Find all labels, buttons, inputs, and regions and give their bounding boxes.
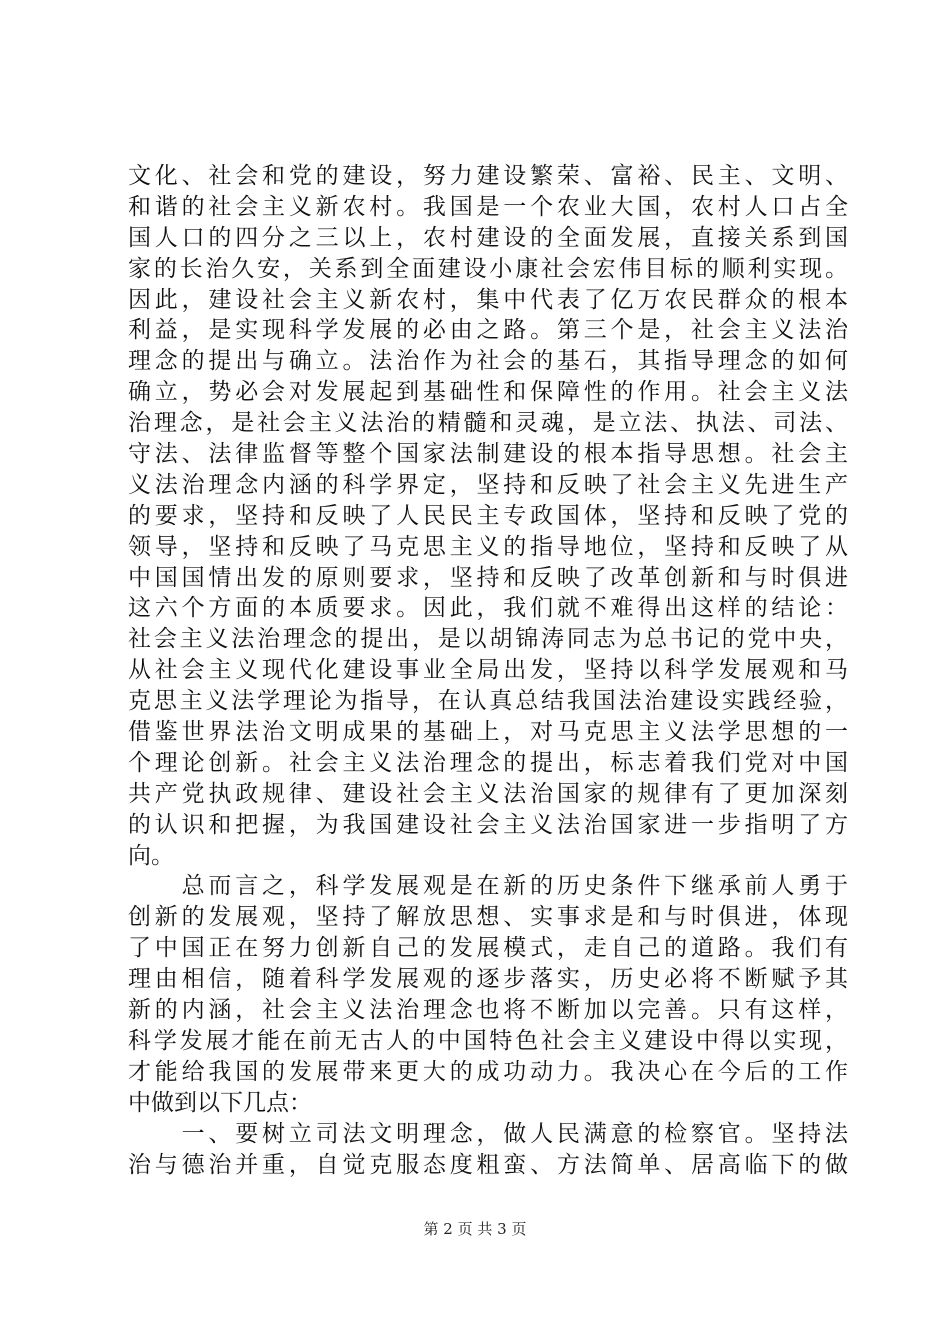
text-line: 因此，建设社会主义新农村，集中代表了亿万农民群众的根本 — [128, 286, 848, 313]
text-line: 治与德治并重，自觉克服态度粗蛮、方法简单、居高临下的做 — [128, 1151, 848, 1178]
page-footer: 第 2 页 共 3 页 — [423, 1220, 527, 1238]
text-line: 新的内涵，社会主义法治理念也将不断加以完善。只有这样， — [128, 997, 848, 1024]
text-line: 共产党执政规律、建设社会主义法治国家的规律有了更加深刻 — [128, 780, 848, 807]
text-line: 治理念，是社会主义法治的精髓和灵魂，是立法、执法、司法、 — [128, 410, 848, 437]
text-line: 总而言之，科学发展观是在新的历史条件下继承前人勇于 — [128, 873, 848, 900]
text-line: 个理论创新。社会主义法治理念的提出，标志着我们党对中国 — [128, 749, 848, 776]
text-line: 家的长治久安，关系到全面建设小康社会宏伟目标的顺利实现。 — [128, 255, 848, 282]
text-line: 中国国情出发的原则要求，坚持和反映了改革创新和与时俱进 — [128, 564, 848, 591]
text-line: 国人口的四分之三以上，农村建设的全面发展，直接关系到国 — [128, 224, 848, 251]
text-line: 确立，势必会对发展起到基础性和保障性的作用。社会主义法 — [128, 379, 848, 406]
text-line: 克思主义法学理论为指导，在认真总结我国法治建设实践经验， — [128, 688, 848, 715]
text-line: 文化、社会和党的建设，努力建设繁荣、富裕、民主、文明、 — [128, 163, 848, 189]
text-line: 这六个方面的本质要求。因此，我们就不难得出这样的结论： — [128, 595, 848, 622]
text-line: 从社会主义现代化建设事业全局出发，坚持以科学发展观和马 — [128, 657, 848, 684]
text-line: 社会主义法治理念的提出，是以胡锦涛同志为总书记的党中央， — [128, 626, 848, 653]
text-line: 一、要树立司法文明理念，做人民满意的检察官。坚持法 — [128, 1120, 848, 1147]
text-line: 和谐的社会主义新农村。我国是一个农业大国，农村人口占全 — [128, 193, 848, 220]
text-line: 向。 — [128, 842, 174, 869]
text-line: 的认识和把握，为我国建设社会主义法治国家进一步指明了方 — [128, 811, 848, 838]
text-line: 的要求，坚持和反映了人民民主专政国体，坚持和反映了党的 — [128, 502, 848, 529]
text-line: 借鉴世界法治文明成果的基础上，对马克思主义法学思想的一 — [128, 719, 848, 746]
text-line: 中做到以下几点： — [128, 1089, 312, 1116]
text-line: 利益，是实现科学发展的必由之路。第三个是，社会主义法治 — [128, 317, 848, 344]
text-line: 才能给我国的发展带来更大的成功动力。我决心在今后的工作 — [128, 1058, 848, 1085]
text-line: 义法治理念内涵的科学界定，坚持和反映了社会主义先进生产 — [128, 471, 848, 498]
text-line: 理念的提出与确立。法治作为社会的基石，其指导理念的如何 — [128, 348, 848, 375]
text-line: 科学发展才能在前无古人的中国特色社会主义建设中得以实现， — [128, 1027, 848, 1054]
body-text — [128, 161, 848, 1180]
text-line: 创新的发展观，坚持了解放思想、实事求是和与时俱进，体现 — [128, 904, 848, 931]
text-line: 了中国正在努力创新自己的发展模式，走自己的道路。我们有 — [128, 935, 848, 962]
text-line: 领导，坚持和反映了马克思主义的指导地位，坚持和反映了从 — [128, 533, 848, 560]
text-line: 守法、法律监督等整个国家法制建设的根本指导思想。社会主 — [128, 441, 848, 468]
text-line: 理由相信，随着科学发展观的逐步落实，历史必将不断赋予其 — [128, 966, 848, 993]
